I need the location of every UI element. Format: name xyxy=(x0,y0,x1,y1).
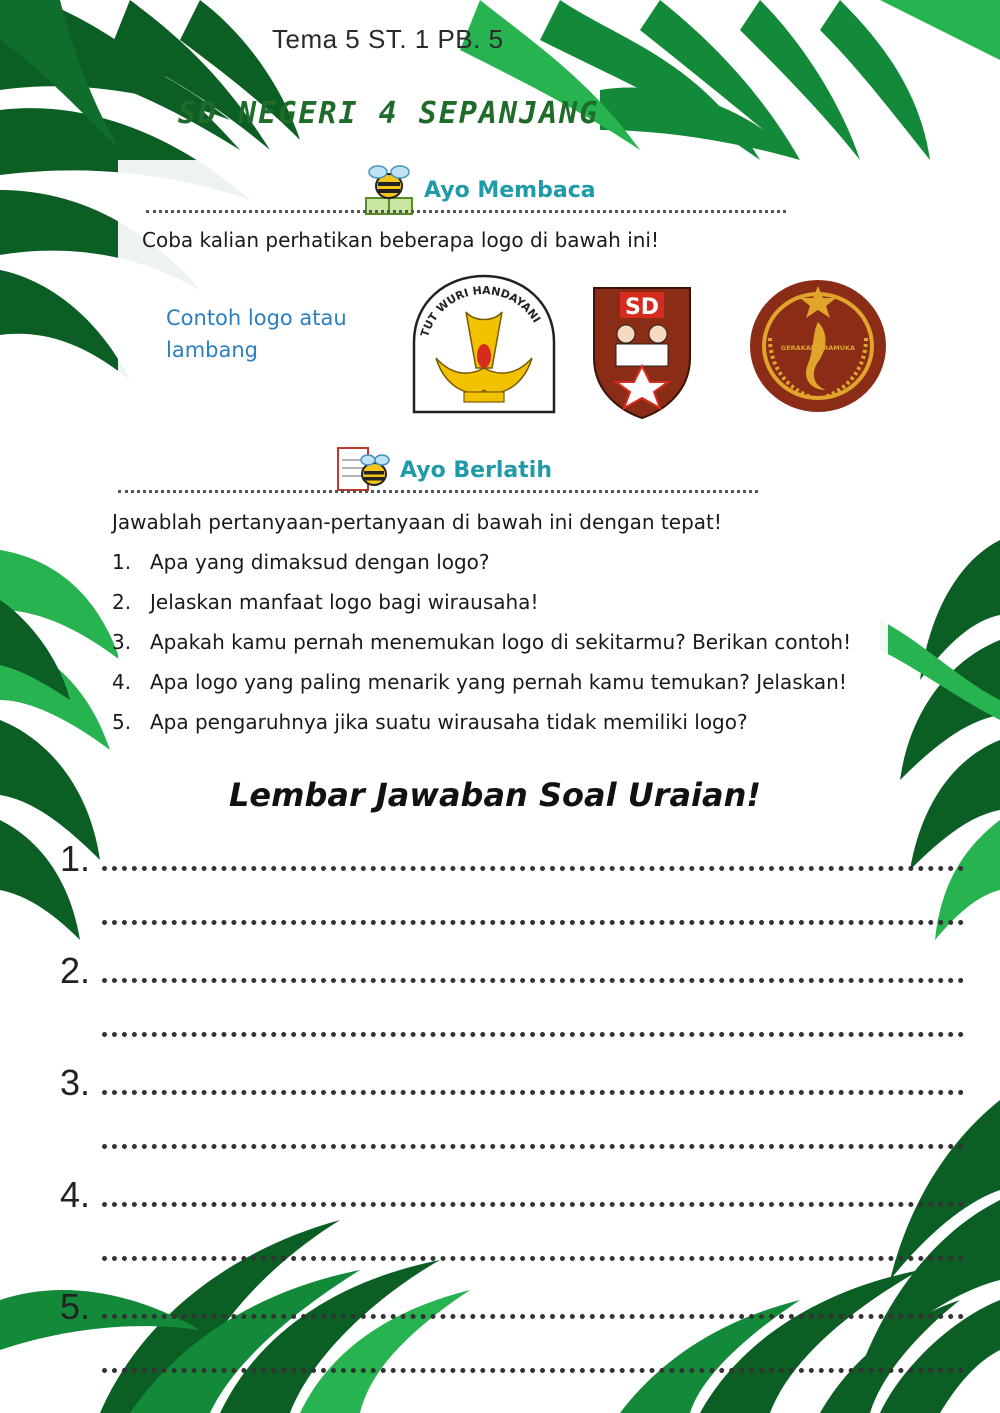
answer-number-1: 1. xyxy=(60,838,91,879)
question-number: 5. xyxy=(112,710,132,734)
question-number: 4. xyxy=(112,670,132,694)
example-label xyxy=(166,302,376,366)
question-number: 1. xyxy=(112,550,132,574)
question-text: Jelaskan manfaat logo bagi wirausaha! xyxy=(150,590,539,614)
answer-line[interactable] xyxy=(102,1144,964,1149)
ayo-berlatih-heading: Ayo Berlatih xyxy=(400,458,553,483)
answer-line[interactable] xyxy=(102,1368,964,1373)
question-1 xyxy=(112,550,490,574)
answer-sheet-title: Lembar Jawaban Soal Uraian! xyxy=(229,776,761,814)
answer-number-5: 5. xyxy=(60,1286,91,1327)
question-3 xyxy=(112,630,851,654)
answer-line[interactable] xyxy=(102,1314,964,1319)
dotted-divider xyxy=(118,490,758,493)
question-4 xyxy=(112,670,847,694)
question-text: Apakah kamu pernah menemukan logo di sekitarmu? Berikan contoh! xyxy=(150,630,852,654)
answer-line[interactable] xyxy=(102,1032,964,1037)
question-number: 3. xyxy=(112,630,132,654)
answer-line[interactable] xyxy=(102,978,964,983)
tut-wuri-handayani-logo xyxy=(406,272,562,420)
answer-line[interactable] xyxy=(102,1256,964,1261)
dotted-divider xyxy=(146,210,786,213)
school-name: SD NEGERI 4 SEPANJANG xyxy=(178,96,600,131)
sd-logo xyxy=(586,278,698,422)
reading-instruction: Coba kalian perhatikan beberapa logo di bawah ini! xyxy=(142,228,660,252)
question-2 xyxy=(112,590,538,614)
answer-number-3: 3. xyxy=(60,1062,91,1103)
answer-line[interactable] xyxy=(102,920,964,925)
answer-line[interactable] xyxy=(102,1090,964,1095)
tut-wuri-text: TUT WURI HANDAYANI xyxy=(418,283,544,339)
question-text: Apa logo yang paling menarik yang pernah kamu temukan? Jelaskan! xyxy=(150,670,847,694)
answer-line[interactable] xyxy=(102,1202,964,1207)
answer-line[interactable] xyxy=(102,866,964,871)
pramuka-logo xyxy=(748,278,888,414)
practice-instruction: Jawablah pertanyaan-pertanyaan di bawah ini dengan tepat! xyxy=(112,510,722,534)
question-text: Apa pengaruhnya jika suatu wirausaha tidak memiliki logo? xyxy=(150,710,748,734)
question-number: 2. xyxy=(112,590,132,614)
question-5 xyxy=(112,710,748,734)
example-label-line2: lambang xyxy=(166,338,258,362)
ayo-membaca-heading: Ayo Membaca xyxy=(424,178,596,203)
answer-number-4: 4. xyxy=(60,1174,91,1215)
example-label-line1: Contoh logo atau xyxy=(166,306,347,330)
theme-header: Tema 5 ST. 1 PB. 5 xyxy=(272,24,504,54)
sd-logo-text: SD xyxy=(624,295,660,320)
pramuka-logo-text: GERAKAN PRAMUKA xyxy=(780,344,856,352)
answer-number-2: 2. xyxy=(60,950,91,991)
question-text: Apa yang dimaksud dengan logo? xyxy=(150,550,490,574)
